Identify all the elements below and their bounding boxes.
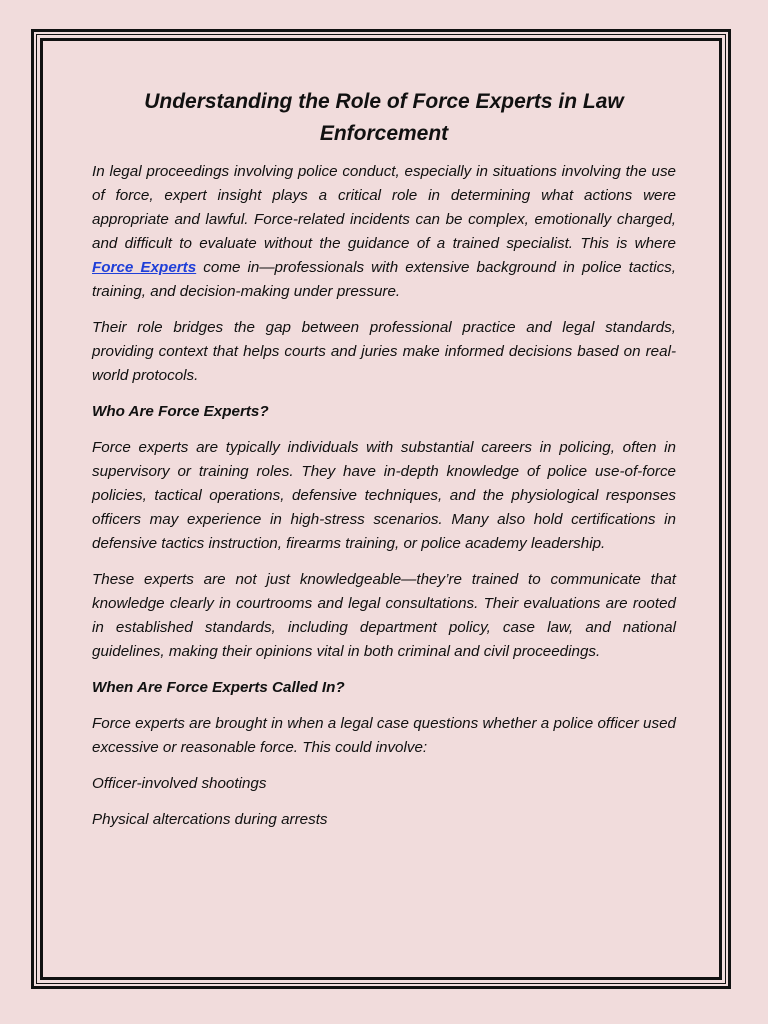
intro-paragraph [92,160,676,304]
role-paragraph: Their role bridges the gap between professional practice and legal standards, providing context that helps courts and juries make informed decisions based on real-world protocols. [92,319,676,384]
section-heading-who: Who Are Force Experts? [92,403,269,420]
force-experts-link[interactable]: Force Experts [92,259,197,276]
intro-text-before-link: In legal proceedings involving police conduct, especially in situations involving the use of force, expert insight plays a critical role in determining what actions were appropriate and lawful. Force-related incidents can be complex, emotionally charged, and difficult to evaluate without the guidance of a trained specialist. This is where [92,163,676,252]
who-paragraph-1: Force experts are typically individuals with substantial careers in policing, often in supervisory or training roles. They have in-depth knowledge of police use-of-force policies, tactical operations, defensive techniques, and the physiological responses officers may experience in high-stress scenarios. Many also hold certifications in defensive tactics instruction, firearms training, or police academy leadership. [92,439,676,552]
section-heading-when: When Are Force Experts Called In? [92,679,345,696]
list-item: Physical altercations during arrests [92,811,328,828]
when-paragraph: Force experts are brought in when a legal case questions whether a police officer used excessive or reasonable force. This could involve: [92,715,676,756]
document-body [92,86,676,844]
who-paragraph-2: These experts are not just knowledgeable—they’re trained to communicate that knowledge clearly in courtrooms and legal consultations. Their evaluations are rooted in established standards, including department policy, case law, and national guidelines, making their opinions vital in both criminal and civil proceedings. [92,571,676,660]
document-title: Understanding the Role of Force Experts in Law Enforcement [144,90,624,145]
intro-text-after-link: come in—professionals with extensive background in police tactics, training, and decision-making under pressure. [92,259,676,300]
list-item: Officer-involved shootings [92,775,267,792]
